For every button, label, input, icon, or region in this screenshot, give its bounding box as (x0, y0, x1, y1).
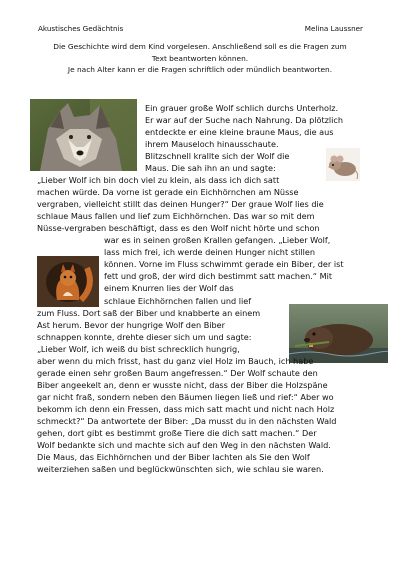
wolf-image (30, 99, 137, 171)
story-line: Ein grauer große Wolf schlich durchs Unterholz. (145, 103, 339, 113)
story-line: Maus. Die sah ihn an und sagte: (145, 163, 276, 173)
story-line: Er war auf der Suche nach Nahrung. Da plötzlich (145, 115, 344, 125)
mouse-image (326, 148, 360, 181)
story-line: war es in seinen großen Krallen gefangen. „Lieber Wolf, (104, 235, 331, 245)
story-line: Ast herum. Bevor der hungrige Wolf den Biber (37, 320, 226, 330)
story-line: lass mich frei, ich werde deinen Hunger nicht stillen (104, 247, 316, 257)
beaver-image (289, 304, 388, 363)
story-line: schmeckt?“ Da antwortete der Biber: „Da musst du in den nächsten Wald (37, 416, 337, 426)
squirrel-image (37, 256, 99, 307)
story-line: Blitzschnell krallte sich der Wolf die (145, 151, 290, 161)
header-title: Akustisches Gedächtnis (38, 24, 124, 33)
instructions-line-1: Die Geschichte wird dem Kind vorgelesen. Anschließend soll es die Fragen zum (53, 42, 347, 51)
story-line: ihrem Mauseloch hinausschaute. (145, 139, 279, 149)
story-line: aber wenn du mich frisst, hast du ganz viel Holz im Bauch, ich habe (37, 356, 314, 366)
header-author: Melina Laussner (304, 24, 363, 33)
story-line: bekomm ich denn ein Fressen, dass mich satt macht und nicht nach Holz (37, 404, 335, 414)
instructions-line-2: Text beantworten können. (151, 53, 249, 63)
story-line: schlaue Maus fallen und lief zum Eichhörnchen. Das war so mit dem (37, 211, 315, 221)
story-line: Wolf bedankte sich und machte sich auf den Weg in den nächsten Wald. (37, 440, 331, 450)
story-line: Nüsse-vergraben beschäftigt, dass es den Wolf nicht hörte und schon (37, 223, 320, 233)
story-line: schnappen konnte, drehte dieser sich um und sagte: (37, 332, 252, 342)
story-line: „Lieber Wolf ich bin doch viel zu klein, als dass ich dich satt (37, 175, 280, 185)
story-line: gerade einen sehr großen Baum angefressen.“ Der Wolf schaute den (37, 368, 318, 378)
story-line: einem Knurren lies der Wolf das (104, 283, 234, 293)
story-line: zum Fluss. Dort saß der Biber und knabberte an einem (37, 308, 261, 318)
story-line: schlaue Eichhörnchen fallen und lief (104, 296, 252, 306)
story-line: gar nicht fraß, sondern neben den Bäumen liegen ließ und rief:“ Aber wo (37, 392, 334, 402)
story-line: machen würde. Da vorne ist gerade ein Eichhörnchen am Nüsse (37, 187, 299, 197)
story-line: fett und groß, der wird dich bestimmt satt machen.“ Mit (104, 271, 333, 281)
story-line: Biber angeekelt an, denn er wusste nicht, dass der Biber die Holzspäne (37, 380, 328, 390)
instructions (30, 41, 370, 76)
story-line: „Lieber Wolf, ich weiß du bist schrecklich hungrig, (37, 344, 240, 354)
story-line: vergraben, vielleicht stillt das deinen Hunger?“ Der graue Wolf lies die (37, 199, 324, 209)
story-line: gehen, dort gibt es bestimmt große Tiere die dich satt machen.“ Der (37, 428, 317, 438)
story-line: entdeckte er eine kleine braune Maus, die aus (145, 127, 334, 137)
instructions-line-3: Je nach Alter kann er die Fragen schriftlich oder mündlich beantworten. (67, 65, 333, 74)
story-line: weiterziehen saßen und beglückwünschten sich, wie schlau sie waren. (37, 464, 324, 474)
story-line: können. Vorne im Fluss schwimmt gerade ein Biber, der ist (104, 259, 344, 269)
story-line: Die Maus, das Eichhörnchen und der Biber lachten als Sie den Wolf (37, 452, 310, 462)
